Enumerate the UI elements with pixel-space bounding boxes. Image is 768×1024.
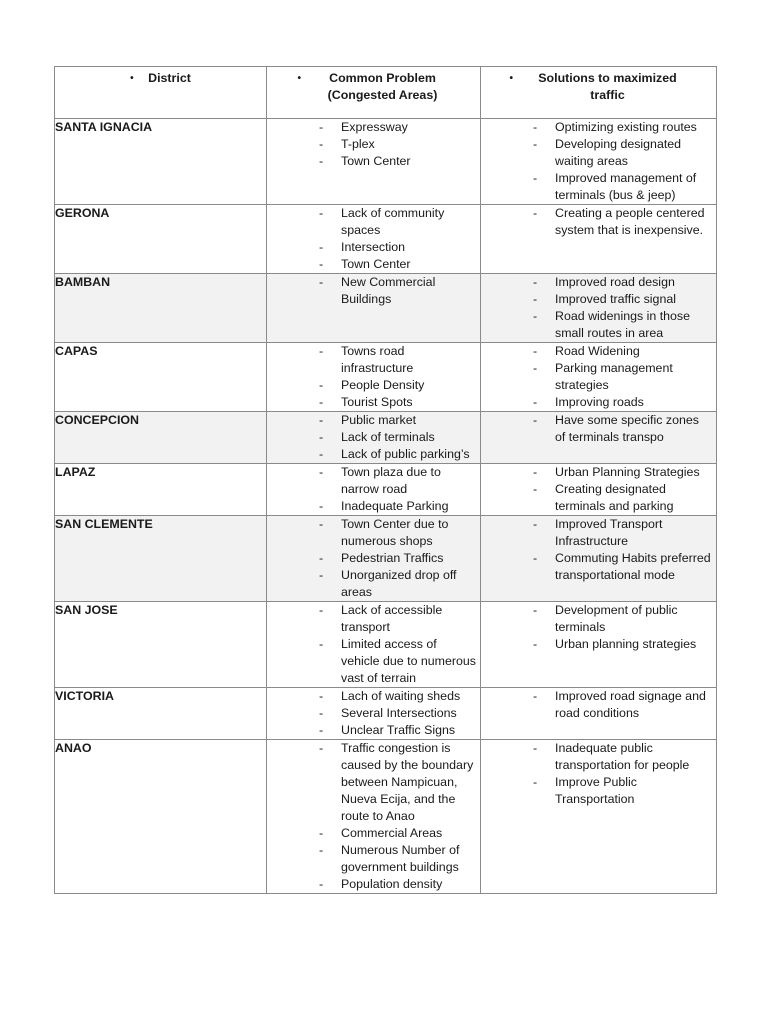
solution-item: - Improving roads [481, 394, 716, 411]
problem-item: - T-plex [267, 136, 480, 153]
solution-list [481, 688, 716, 722]
solution-item: - Developing designated waiting areas [481, 136, 716, 170]
header-common-problem [267, 67, 481, 119]
problem-item: - Unorganized drop off areas [267, 567, 480, 601]
problems-cell [267, 464, 481, 516]
solution-list [481, 602, 716, 653]
solution-item: - Creating designated terminals and parking [481, 481, 716, 515]
table-row [55, 740, 717, 894]
solution-list [481, 205, 716, 239]
solution-item: - Improved Transport Infrastructure [481, 516, 716, 550]
solutions-cell [481, 119, 717, 205]
problem-item: - Several Intersections [267, 705, 480, 722]
problems-cell [267, 688, 481, 740]
problem-list [267, 464, 480, 515]
problems-cell [267, 119, 481, 205]
bullet-icon: • [509, 73, 514, 84]
problem-list [267, 412, 480, 463]
district-name: SAN CLEMENTE [55, 516, 267, 602]
solution-item: - Urban Planning Strategies [481, 464, 716, 481]
solutions-cell [481, 274, 717, 343]
solution-item: - Road Widening [481, 343, 716, 360]
solution-item: - Improved management of terminals (bus & jeep) [481, 170, 716, 204]
problem-item: - Town plaza due to narrow road [267, 464, 480, 498]
header-district-label: District [148, 71, 191, 85]
solution-item: - Parking management strategies [481, 360, 716, 394]
solution-item: - Road widenings in those small routes in area [481, 308, 716, 342]
problem-list [267, 602, 480, 687]
problem-item: - Numerous Number of government buildings [267, 842, 480, 876]
solution-list [481, 412, 716, 446]
district-name: LAPAZ [55, 464, 267, 516]
solutions-cell [481, 205, 717, 274]
problem-list [267, 119, 480, 170]
solution-item: - Improve Public Transportation [481, 774, 716, 808]
table-row [55, 412, 717, 464]
problem-item: - Town Center [267, 256, 480, 273]
solution-list [481, 464, 716, 515]
problem-list [267, 516, 480, 601]
table-row [55, 205, 717, 274]
problem-list [267, 688, 480, 739]
problem-list [267, 343, 480, 411]
solution-list [481, 274, 716, 342]
district-name: ANAO [55, 740, 267, 894]
header-row [55, 67, 717, 119]
solution-item: - Improved road design [481, 274, 716, 291]
district-name: VICTORIA [55, 688, 267, 740]
problem-list [267, 274, 480, 308]
solution-item: - Inadequate public transportation for people [481, 740, 716, 774]
table-row [55, 602, 717, 688]
solution-list [481, 516, 716, 584]
bullet-icon: • [297, 73, 302, 84]
table-row [55, 516, 717, 602]
problem-item: - People Density [267, 377, 480, 394]
solution-list [481, 119, 716, 204]
solution-list [481, 343, 716, 411]
solutions-cell [481, 412, 717, 464]
bullet-icon: • [130, 73, 134, 84]
header-solutions-label: Solutions to maximized traffic [538, 71, 677, 102]
problem-item: - Expressway [267, 119, 480, 136]
district-name: CAPAS [55, 343, 267, 412]
solution-item: - Development of public terminals [481, 602, 716, 636]
problem-list [267, 740, 480, 893]
problem-item: - Population density [267, 876, 480, 893]
problem-item: - New Commercial Buildings [267, 274, 480, 308]
problem-item: - Public market [267, 412, 480, 429]
problem-item: - Lach of waiting sheds [267, 688, 480, 705]
problems-cell [267, 205, 481, 274]
solution-item: - Commuting Habits preferred transportational mode [481, 550, 716, 584]
problem-item: - Lack of accessible transport [267, 602, 480, 636]
solutions-cell [481, 740, 717, 894]
district-name: BAMBAN [55, 274, 267, 343]
table-row [55, 464, 717, 516]
problems-cell [267, 274, 481, 343]
problem-item: - Lack of community spaces [267, 205, 480, 239]
solutions-cell [481, 688, 717, 740]
table-row [55, 343, 717, 412]
header-common-problem-label: Common Problem (Congested Areas) [327, 71, 438, 102]
problem-item: - Tourist Spots [267, 394, 480, 411]
table-row [55, 119, 717, 205]
problem-item: - Traffic congestion is caused by the boundary between Nampicuan, Nueva Ecija, and the route to Anao [267, 740, 480, 825]
header-solutions [481, 67, 717, 119]
problems-cell [267, 516, 481, 602]
solution-item: - Improved traffic signal [481, 291, 716, 308]
district-name: CONCEPCION [55, 412, 267, 464]
problem-item: - Towns road infrastructure [267, 343, 480, 377]
district-name: GERONA [55, 205, 267, 274]
problem-item: - Commercial Areas [267, 825, 480, 842]
problem-item: - Town Center [267, 153, 480, 170]
solutions-cell [481, 343, 717, 412]
table-row [55, 274, 717, 343]
solutions-cell [481, 464, 717, 516]
problem-item: - Unclear Traffic Signs [267, 722, 480, 739]
solution-item: - Urban planning strategies [481, 636, 716, 653]
solutions-cell [481, 516, 717, 602]
solution-item: - Creating a people centered system that is inexpensive. [481, 205, 716, 239]
table-row [55, 688, 717, 740]
problem-item: - Town Center due to numerous shops [267, 516, 480, 550]
solutions-cell [481, 602, 717, 688]
problem-item: - Inadequate Parking [267, 498, 480, 515]
problem-item: - Lack of terminals [267, 429, 480, 446]
problems-cell [267, 740, 481, 894]
problems-cell [267, 343, 481, 412]
solution-item: - Have some specific zones of terminals transpo [481, 412, 716, 446]
header-district [55, 67, 267, 119]
problem-item: - Lack of public parking’s [267, 446, 480, 463]
solution-list [481, 740, 716, 808]
district-name: SANTA IGNACIA [55, 119, 267, 205]
solution-item: - Optimizing existing routes [481, 119, 716, 136]
problem-item: - Pedestrian Traffics [267, 550, 480, 567]
problem-item: - Intersection [267, 239, 480, 256]
problem-item: - Limited access of vehicle due to numerous vast of terrain [267, 636, 480, 687]
district-traffic-table [54, 66, 717, 894]
table-body [55, 119, 717, 894]
district-name: SAN JOSE [55, 602, 267, 688]
problems-cell [267, 412, 481, 464]
solution-item: - Improved road signage and road conditions [481, 688, 716, 722]
problems-cell [267, 602, 481, 688]
problem-list [267, 205, 480, 273]
